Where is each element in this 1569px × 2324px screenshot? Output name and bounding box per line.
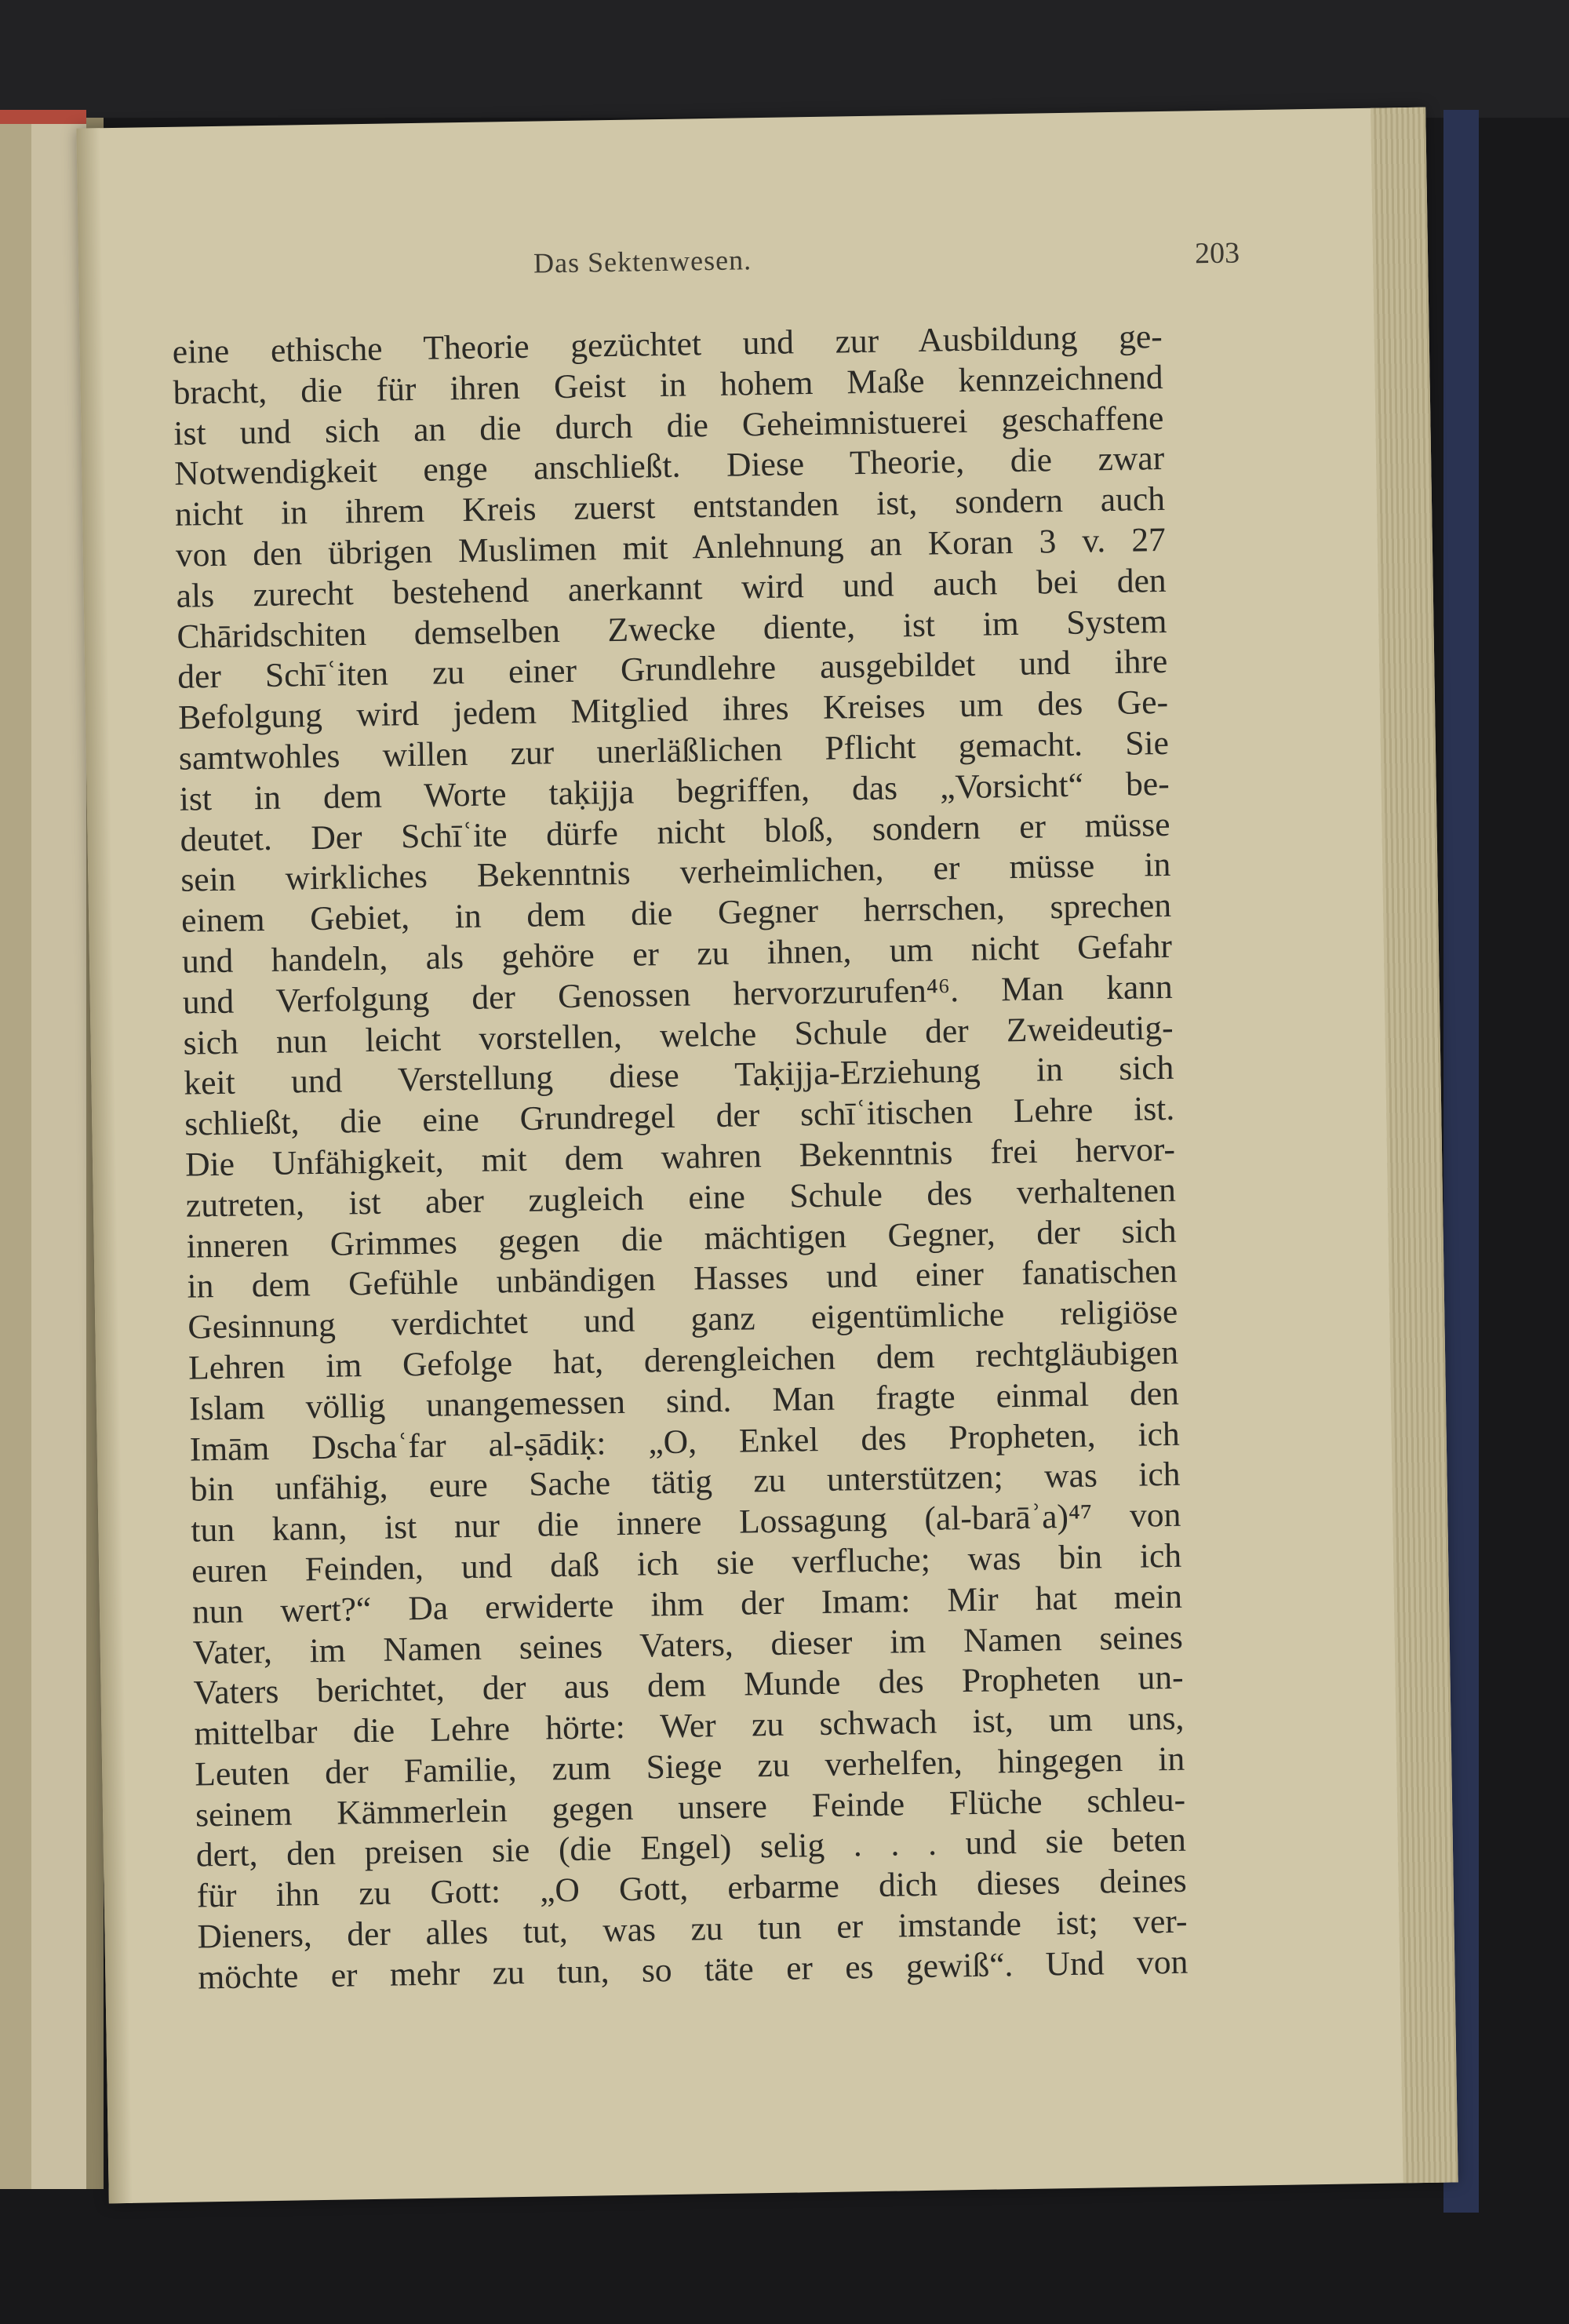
text-line: eine ethische Theorie gezüchtet und zur Ausbildung ge- <box>172 317 1163 371</box>
text-line: Notwendigkeit enge anschließt. Diese Theorie, die zwar <box>173 439 1165 494</box>
text-line: und Verfolgung der Genossen hervorzurufen⁴⁶. Man kann <box>182 967 1174 1022</box>
text-line: Gesinnung verdichtet und ganz eigentümliche religiöse <box>187 1292 1178 1346</box>
text-line: und handeln, als gehöre er zu ihnen, um nicht Gefahr <box>181 927 1173 981</box>
text-line: Vaters berichtet, der aus dem Munde des Propheten un- <box>193 1659 1184 1712</box>
text-line: Dieners, der alles tut, was zu tun er imstande ist; ver- <box>197 1902 1188 1956</box>
background <box>0 0 1569 118</box>
text-line: von den übrigen Muslimen mit Anlehnung an Koran 3 v. 27 <box>175 520 1167 574</box>
text-line: nicht in ihrem Kreis zuerst entstanden ist, sondern auch <box>174 480 1166 534</box>
text-line: einem Gebiet, in dem die Gegner herrschen, sprechen <box>180 887 1172 940</box>
text-line: samtwohles willen zur unerläßlichen Pflicht gemacht. Sie <box>178 723 1170 778</box>
text-line: bin unfähig, eure Sache tätig zu unterstützen; was ich <box>190 1455 1181 1509</box>
text-line: deutet. Der Schīʿite dürfe nicht bloß, sondern er müsse <box>180 805 1170 859</box>
text-line: möchte er mehr zu tun, so täte er es gewiß“. Und von <box>197 1943 1189 1997</box>
text-line: nun wert?“ Da erwiderte ihm der Imam: Mir hat mein <box>191 1577 1183 1631</box>
text-line: seinem Kämmerlein gegen unsere Feinde Flüche schleu- <box>195 1780 1186 1834</box>
text-line: Islam völlig unangemessen sind. Man fragte einmal den <box>188 1374 1180 1428</box>
text-line: der Schīʿiten zu einer Grundlehre ausgebildet und ihre <box>177 643 1168 697</box>
book-page <box>76 107 1458 2204</box>
text-line: für ihn zu Gott: „O Gott, erbarme dich dieses deines <box>196 1862 1187 1915</box>
page-number: 203 <box>1194 236 1240 271</box>
running-head: Das Sektenwesen. <box>533 244 752 279</box>
text-line: tun kann, ist nur die innere Lossagung (al-barāʾa)⁴⁷ von <box>191 1495 1181 1550</box>
text-line: zutreten, ist aber zugleich eine Schule des verhaltenen <box>185 1171 1177 1225</box>
text-line: Lehren im Gefolge hat, derengleichen dem rechtgläubigen <box>187 1333 1179 1387</box>
left-page-shadow <box>0 118 31 2189</box>
text-line: Leuten der Familie, zum Siege zu verhelfen, hingegen in <box>194 1739 1185 1794</box>
text-line: Chāridschiten demselben Zwecke diente, ist im System <box>177 602 1167 656</box>
text-line: Befolgung wird jedem Mitglied ihres Kreises um des Ge- <box>177 683 1169 737</box>
text-line: bracht, die für ihren Geist in hohem Maße kennzeichnend <box>173 358 1163 412</box>
text-line: dert, den preisen sie (die Engel) selig . . . und sie beten <box>195 1821 1187 1875</box>
text-line: Vater, im Namen seines Vaters, dieser im Namen seines <box>192 1618 1184 1672</box>
page-header <box>533 235 1240 286</box>
text-line: ist und sich an die durch die Geheimnistuerei geschaffene <box>173 399 1164 453</box>
text-line: keit und Verstellung diese Taḳijja-Erziehung in sich <box>184 1049 1174 1103</box>
text-line: als zurecht bestehend anerkannt wird und auch bei den <box>176 561 1167 615</box>
text-line: in dem Gefühle unbändigen Hasses und einer fanatischen <box>187 1252 1178 1306</box>
text-line: ist in dem Worte taḳijja begriffen, das „Vorsicht“ be- <box>179 764 1170 818</box>
text-line: mittelbar die Lehre hörte: Wer zu schwach ist, um uns, <box>194 1699 1185 1753</box>
text-line: Die Unfähigkeit, mit dem wahren Bekenntnis frei hervor- <box>184 1130 1176 1184</box>
text-line: sich nun leicht vorstellen, welche Schule der Zweideutig- <box>183 1008 1174 1062</box>
text-line: euren Feinden, und daß ich sie verfluche; was bin ich <box>191 1536 1182 1590</box>
text-line: Imām Dschaʿfar al-ṣādiḳ: „O, Enkel des Propheten, ich <box>189 1415 1181 1469</box>
text-line: inneren Grimmes gegen die mächtigen Gegner, der sich <box>186 1211 1177 1266</box>
text-line: schließt, die eine Grundregel der schīʿitischen Lehre ist. <box>184 1089 1175 1143</box>
body-text <box>172 317 1188 1998</box>
bookmark-strip <box>0 110 86 124</box>
text-line: sein wirkliches Bekenntnis verheimlichen, er müsse in <box>180 846 1171 900</box>
